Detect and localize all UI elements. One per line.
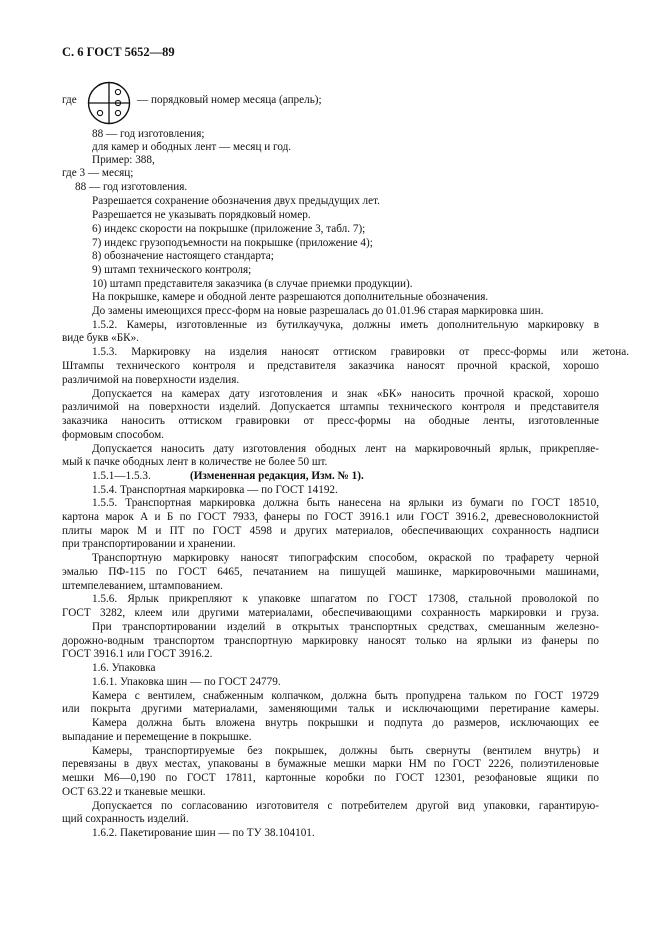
- symbol-caption: — порядковый номер месяца (апрель);: [137, 94, 322, 106]
- text-line: Допускается наносить дату изготовления ободных лент на маркировочный ярлык, прикрепляе-: [92, 443, 599, 455]
- text-line: формовым способом.: [62, 429, 164, 441]
- text-line: 1.5.2. Камеры, изготовленные из бутилкаучука, должны иметь дополнительную маркировку в: [92, 319, 599, 331]
- text-line: перевязаны в двух местах, упакованы в бумажные мешки марки НМ по ГОСТ 2226, полиэтиленовые: [62, 758, 599, 770]
- month-marking-circle-icon: [86, 80, 132, 126]
- text-line: эмалью ПФ-115 по ГОСТ 6465, печатанием на пишущей машинке, маркировочными машинами,: [62, 566, 599, 578]
- text-line: Допускается на камерах дату изготовления и знак «БК» наносить прочной краской, хорошо: [92, 388, 599, 400]
- text-line: 8) обозначение настоящего стандарта;: [92, 250, 274, 262]
- text-line: При транспортировании изделий в открытых транспортных средствах, смешанным железно-: [92, 621, 599, 633]
- text-line: щий сохранность изделий.: [62, 813, 189, 825]
- text-line: Камера с вентилем, снабженным колпачком, должна быть пропудрена тальком по ГОСТ 19729: [92, 690, 599, 702]
- text-line: 1.5.3. Маркировку на изделия наносят оттиском гравировки от пресс-формы или жетона.: [92, 346, 629, 358]
- text-line: 10) штамп представителя заказчика (в случае приемки продукции).: [92, 278, 413, 290]
- text-line: Камеры, транспортируемые без покрышек, должны быть свернуты (вентилем внутрь) и: [92, 745, 599, 757]
- text-line: при транспортировании и хранении.: [62, 538, 236, 550]
- text-line: 1.6.2. Пакетирование шин — по ТУ 38.104101.: [92, 827, 315, 839]
- text-line: 1.6. Упаковка: [92, 662, 156, 674]
- text-line: 7) индекс грузоподъемности на покрышке (приложение 4);: [92, 237, 373, 249]
- text-line: различимой на поверхности изделий. Допускается штампы технического контроля и представителя: [62, 401, 599, 413]
- text-line: 1.6.1. Упаковка шин — по ГОСТ 24779.: [92, 676, 281, 688]
- text-line: 88 — год изготовления.: [75, 181, 188, 193]
- amendment-note: (Измененная редакция, Изм. № 1).: [190, 470, 364, 482]
- text-line: ГОСТ 3282, клеем или другими материалами, обеспечивающими сохранность маркировки и груза.: [62, 607, 599, 619]
- text-line: мый к пачке ободных лент в количестве не более 50 шт.: [62, 456, 328, 468]
- text-line: Разрешается не указывать порядковый номер.: [92, 209, 311, 221]
- text-line: Транспортную маркировку наносят типографским способом, окраской по трафарету черной: [92, 552, 599, 564]
- text-line: 1.5.1—1.5.3.: [92, 470, 151, 482]
- text-line: заказчика наносить оттиском гравировки от пресс-формы на ободные ленты, изготовленные: [62, 415, 599, 427]
- text-line: или покрыта другими материалами, заменяющими тальк и исключающими перетирание камеры.: [62, 703, 599, 715]
- text-line: На покрышке, камере и ободной ленте разрешаются дополнительные обозначения.: [92, 291, 489, 303]
- text-line: Допускается по согласованию изготовителя с потребителем другой вид упаковки, гарантирую-: [92, 800, 599, 812]
- text-line: До замены имеющихся пресс-форм на новые разрешалась до 01.01.96 старая маркировка шин.: [92, 305, 544, 317]
- text-line: 1.5.4. Транспортная маркировка — по ГОСТ 14192.: [92, 484, 338, 496]
- text-line: Камера должна быть вложена внутрь покрышки и подпута до размеров, исключающих ее: [92, 717, 599, 729]
- page-header: С. 6 ГОСТ 5652—89: [62, 45, 175, 59]
- text-line: мешки М6—0,190 по ГОСТ 17811, картонные коробки по ГОСТ 12301, резофановые ящики по: [62, 772, 599, 784]
- text-line: для камер и ободных лент — месяц и год.: [92, 141, 292, 153]
- text-line: картона марок А и Б по ГОСТ 7933, фанеры по ГОСТ 3916.1 или ГОСТ 3916.2, древесноволокнистой: [62, 511, 599, 523]
- symbol-prefix: где: [62, 94, 77, 106]
- text-line: виде букв «БК».: [62, 332, 139, 344]
- text-line: ГОСТ 3916.1 или ГОСТ 3916.2.: [62, 648, 213, 660]
- text-line: 1.5.5. Транспортная маркировка должна быть нанесена на ярлыки из бумаги по ГОСТ 18510,: [92, 497, 599, 509]
- text-line: 1.5.6. Ярлык прикрепляют к упаковке шпагатом по ГОСТ 17308, стальной проволокой по: [92, 593, 599, 605]
- text-line: 6) индекс скорости на покрышке (приложение 3, табл. 7);: [92, 223, 366, 235]
- text-line: ОСТ 63.22 и тканевые мешки.: [62, 786, 206, 798]
- text-line: где 3 — месяц;: [62, 167, 134, 179]
- text-line: выпадание и перемещение в покрышке.: [62, 731, 252, 743]
- text-line: различимой на поверхности изделия.: [62, 374, 240, 386]
- text-line: 9) штамп технического контроля;: [92, 264, 252, 276]
- text-line: 88 — год изготовления;: [92, 128, 205, 140]
- text-line: штемпелеванием, штампованием.: [62, 580, 223, 592]
- text-line: плиты марок М и ПТ по ГОСТ 4598 и других материалов, обеспечивающих сохранность надписи: [62, 525, 599, 537]
- text-line: Пример: 388,: [92, 154, 155, 166]
- text-line: дорожно-водным транспортом транспортную маркировку наносят только на ярлыки из фанеры по: [62, 635, 599, 647]
- text-line: Разрешается сохранение обозначения двух предыдущих лет.: [92, 195, 380, 207]
- text-line: Штампы технического контроля и представителя заказчика наносят прочной краской, хорошо: [62, 360, 599, 372]
